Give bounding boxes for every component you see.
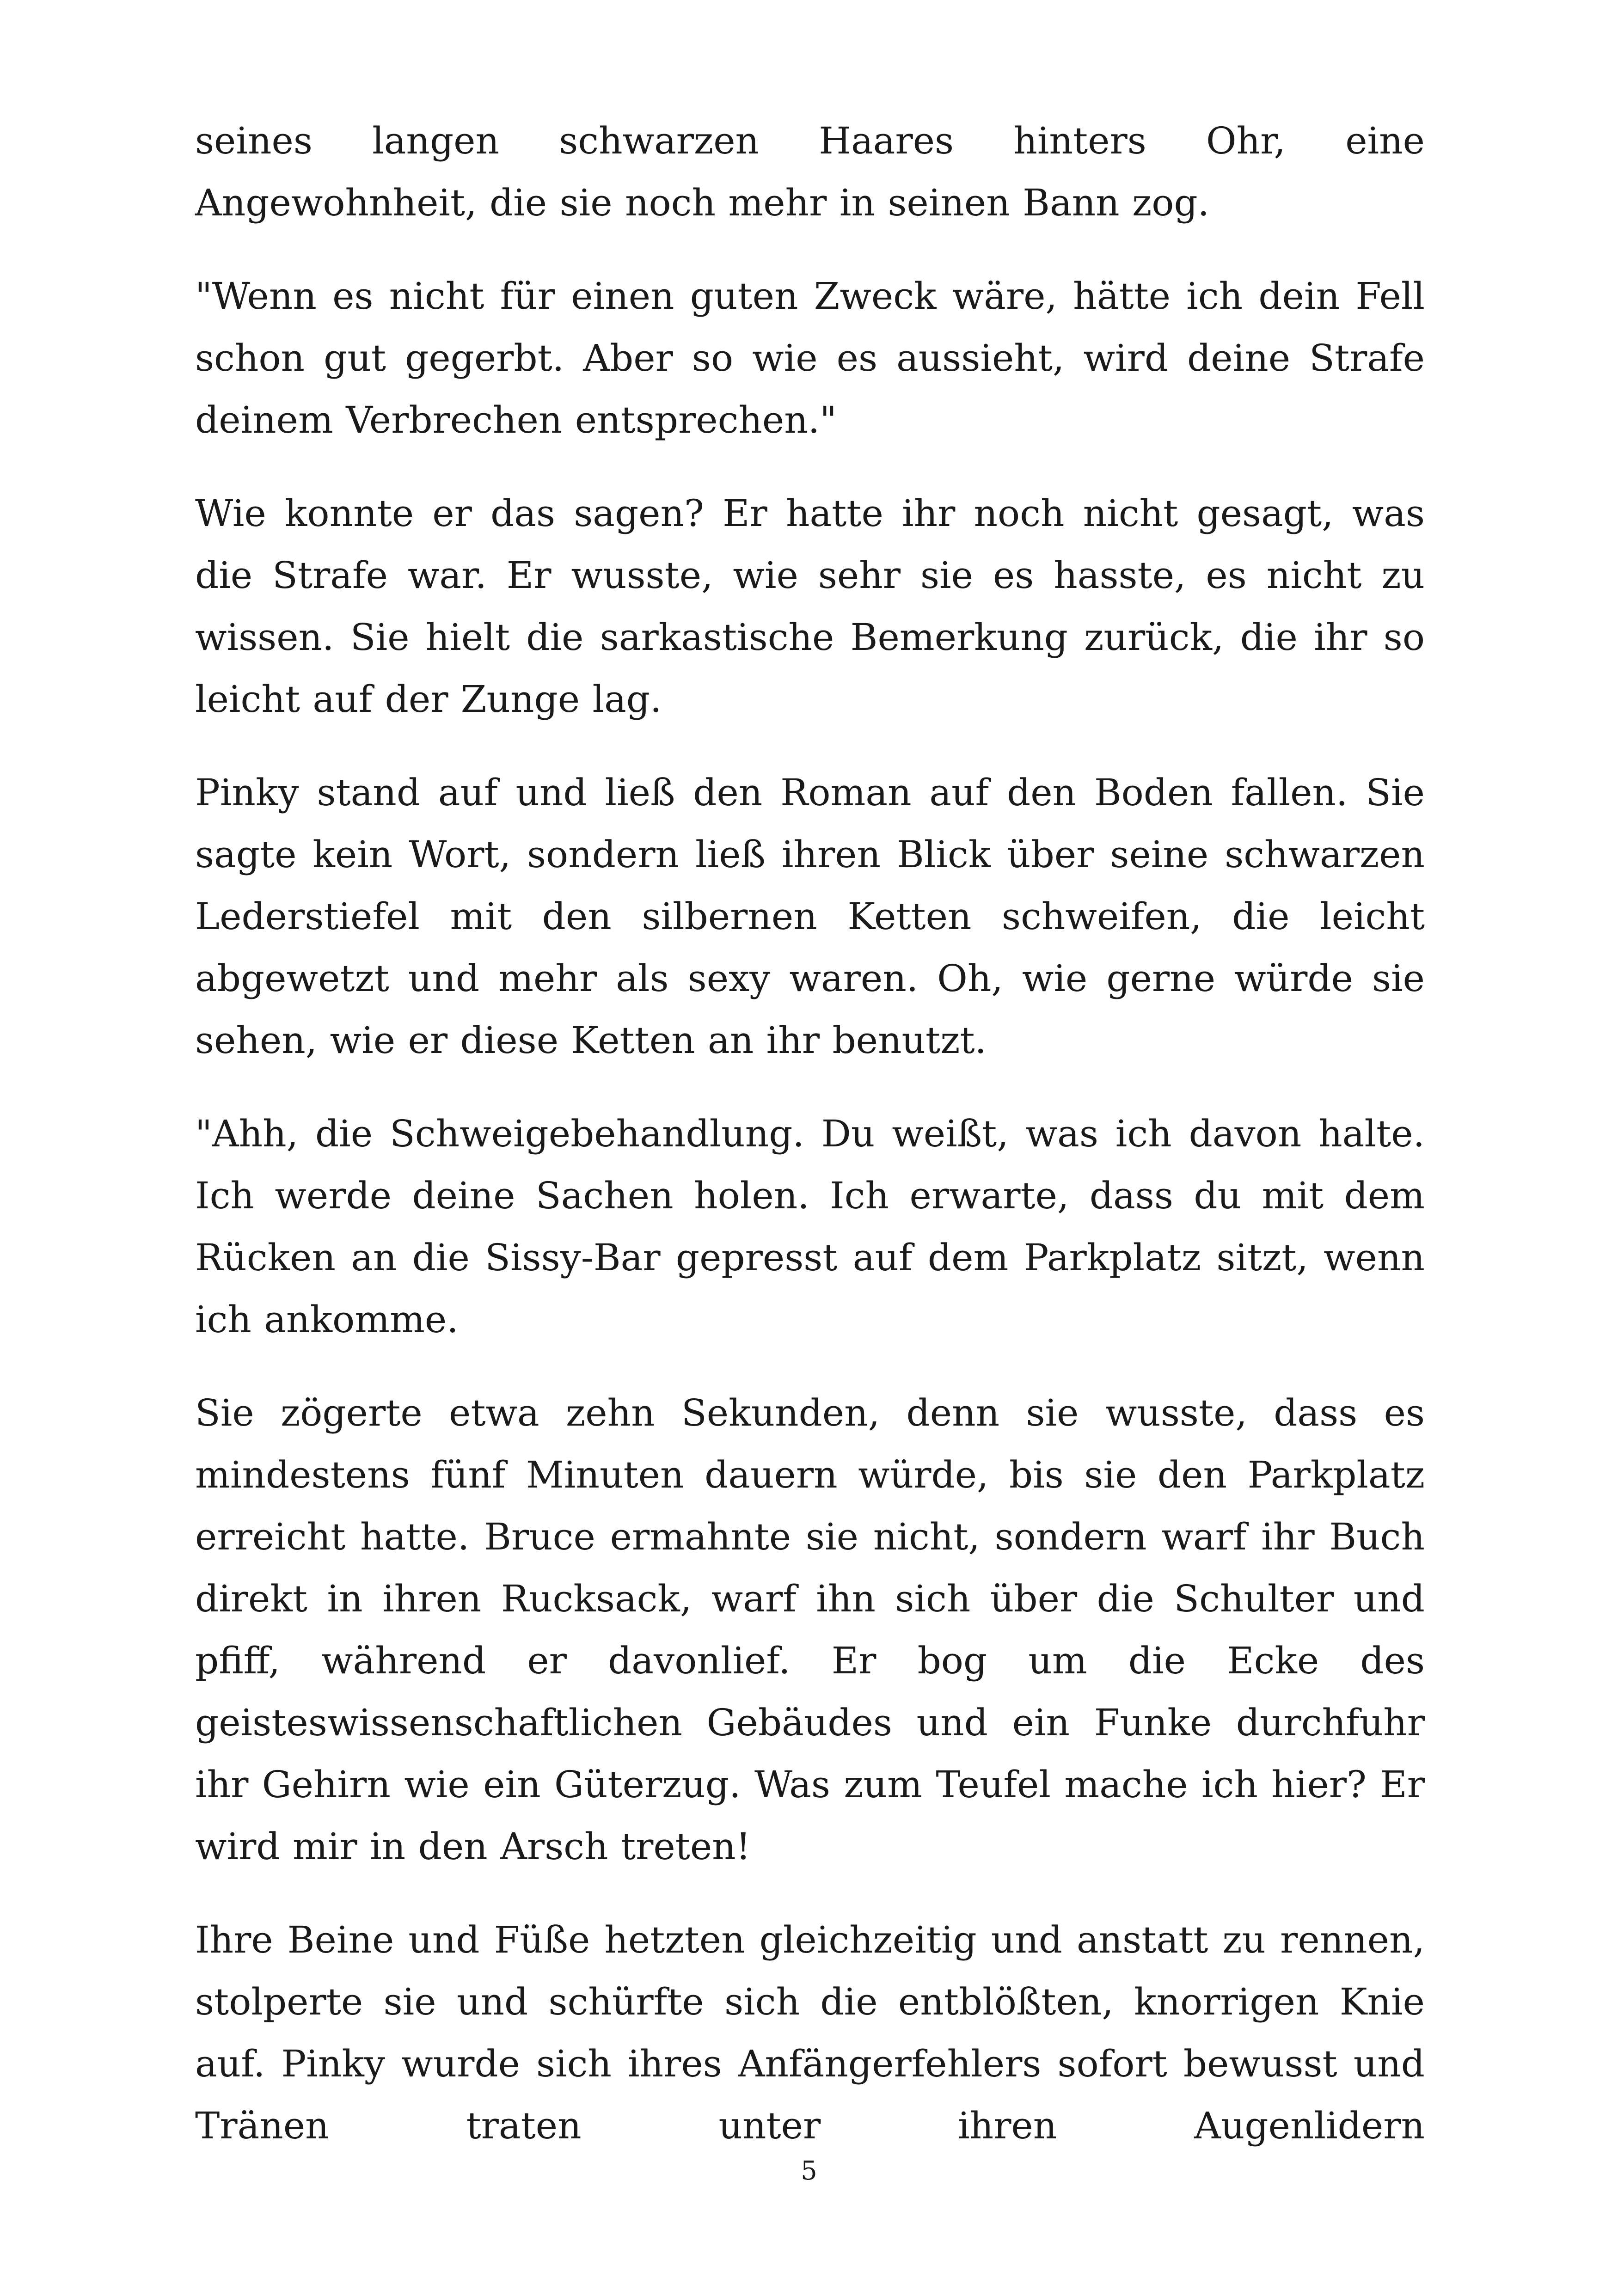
paragraph-2: "Wenn es nicht für einen guten Zweck wäre, hätte ich dein Fell schon gut gegerbt. Aber so wie es aussieht, wird deine Strafe deinem Verbrechen entsprechen." <box>195 275 1425 441</box>
paragraph-6: Sie zögerte etwa zehn Sekunden, denn sie wusste, dass es mindestens fünf Minuten dauern würde, bis sie den Parkplatz erreicht hatte. Bruce ermahnte sie nicht, sondern warf ihr Buch direkt in ihren Rucksack, warf ihn sich über die Schulter und pfiff, während er davonlief. Er bog um die Ecke des geisteswissenschaftlichen Gebäudes und ein Funke durchfuhr ihr Gehirn wie ein Güterzug. Was zum Teufel mache ich hier? Er wird mir in den Arsch treten! <box>195 1391 1425 1868</box>
paragraph-3: Wie konnte er das sagen? Er hatte ihr noch nicht gesagt, was die Strafe war. Er wusste, wie sehr sie es hasste, es nicht zu wissen. Sie hielt die sarkastische Bemerkung zurück, die ihr so leicht auf der Zunge lag. <box>195 492 1425 721</box>
body-text <box>195 110 1425 2157</box>
paragraph-1: seines langen schwarzen Haares hinters Ohr, eine Angewohnheit, die sie noch mehr in seinen Bann zog. <box>195 119 1425 224</box>
page-number: 5 <box>801 2156 817 2186</box>
paragraph-4: Pinky stand auf und ließ den Roman auf den Boden fallen. Sie sagte kein Wort, sondern ließ ihren Blick über seine schwarzen Lederstiefel mit den silbernen Ketten schweifen, die leicht abgewetzt und mehr als sexy waren. Oh, wie gerne würde sie sehen, wie er diese Ketten an ihr benutzt. <box>195 771 1425 1062</box>
paragraph-5: "Ahh, die Schweigebehandlung. Du weißt, was ich davon halte. Ich werde deine Sachen holen. Ich erwarte, dass du mit dem Rücken an die Sissy-Bar gepresst auf dem Parkplatz sitzt, wenn ich ankomme. <box>195 1112 1425 1341</box>
paragraph-7: Ihre Beine und Füße hetzten gleichzeitig und anstatt zu rennen, stolperte sie und schürfte sich die entblößten, knorrigen Knie auf. Pinky wurde sich ihres Anfängerfehlers sofort bewusst und Tränen traten unter ihren Augenlidern <box>195 1918 1425 2147</box>
